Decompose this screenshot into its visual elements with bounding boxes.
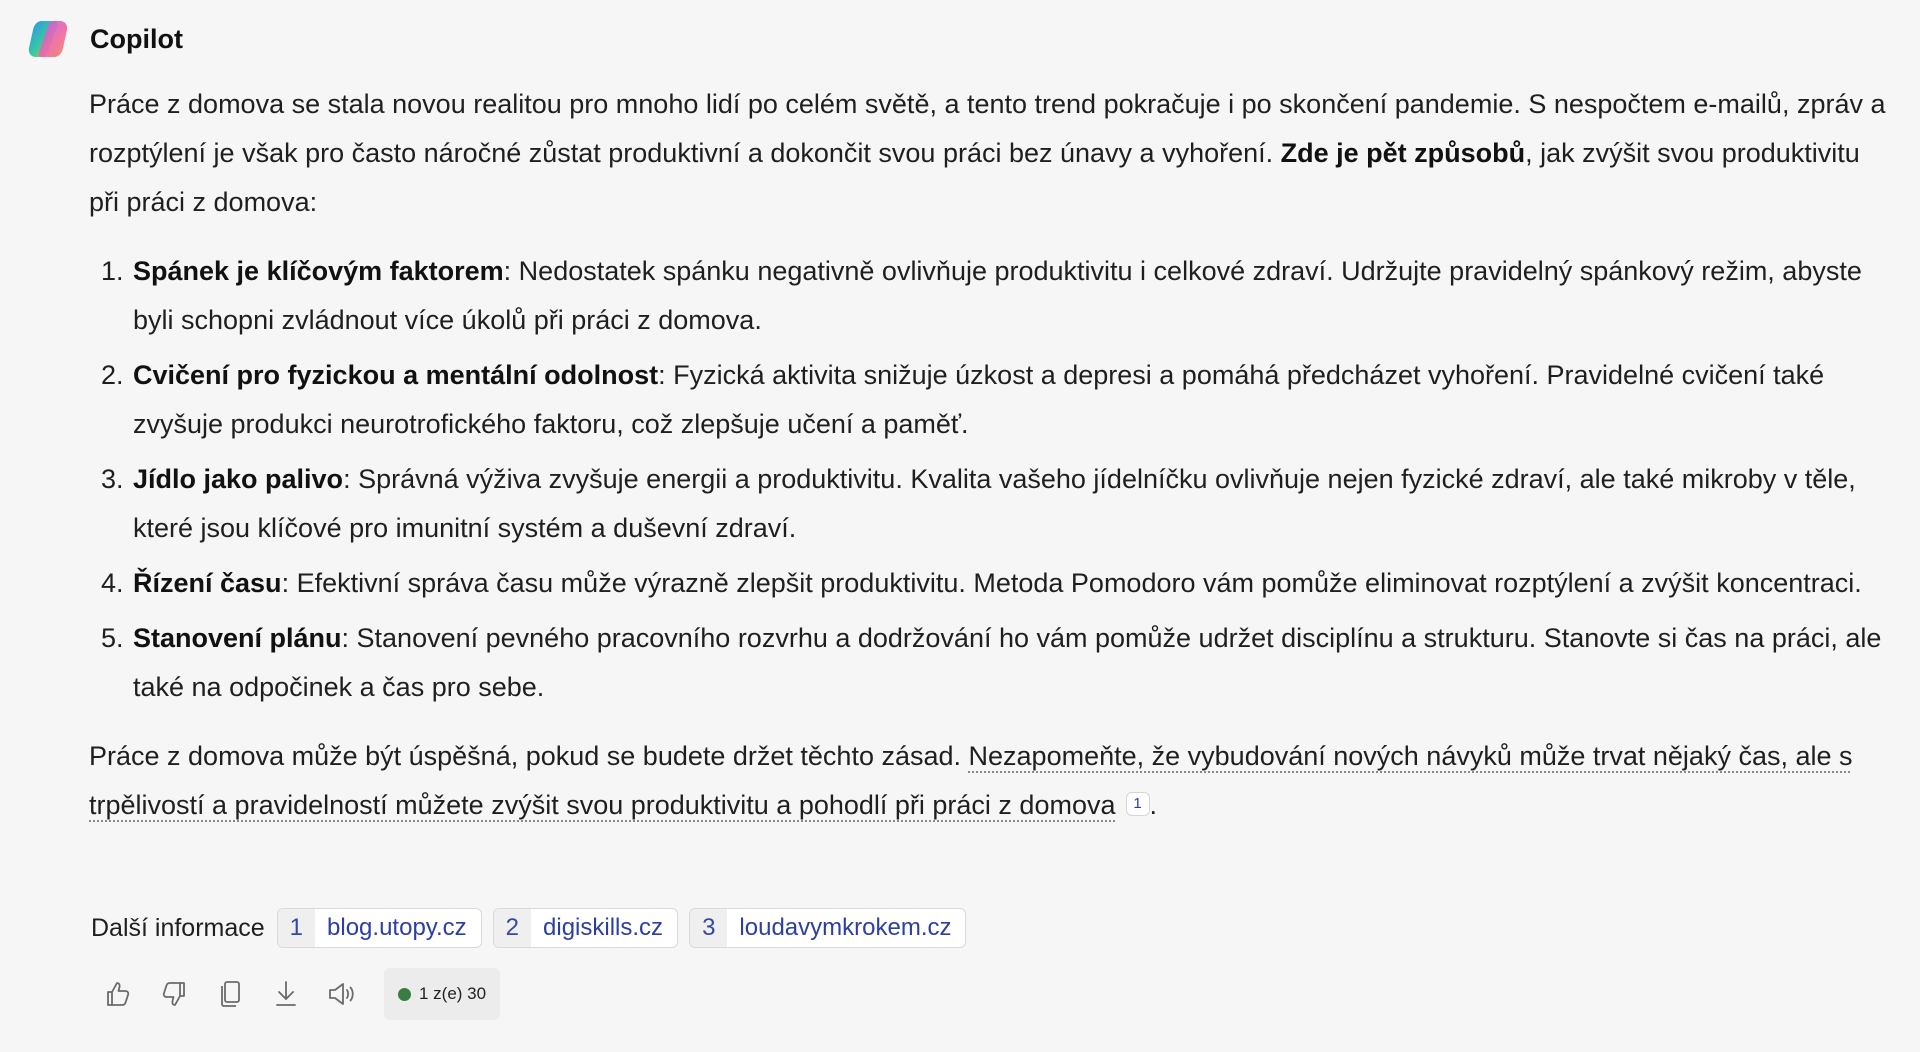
source-number: 1 bbox=[278, 909, 315, 947]
source-chip-2[interactable] bbox=[493, 908, 678, 948]
source-number: 3 bbox=[690, 909, 727, 947]
download-button[interactable] bbox=[266, 974, 306, 1014]
copilot-logo-icon bbox=[26, 18, 70, 60]
assistant-message bbox=[89, 80, 1889, 830]
intro-bold: Zde je pět způsobů bbox=[1280, 138, 1526, 168]
cited-text[interactable]: Nezapomeňte, že vybudování nových návyků může trvat nějaký čas, ale s trpělivostí a pravidelností můžete zvýšit svou produktivitu a pohodlí při práci z domova bbox=[89, 741, 1853, 820]
status-dot-icon bbox=[398, 988, 411, 1001]
download-icon bbox=[270, 978, 302, 1010]
like-button[interactable] bbox=[98, 974, 138, 1014]
source-chip-3[interactable] bbox=[689, 908, 966, 948]
list-item: 1. Spánek je klíčovým faktorem: Nedostatek spánku negativně ovlivňuje produktivitu i celkové zdraví. Udržujte pravidelný spánkový režim, abyste byli schopni zvládnout více úkolů při práci z domova. bbox=[131, 247, 1889, 345]
app-title: Copilot bbox=[90, 23, 183, 54]
list-item: 4. Řízení času: Efektivní správa času může výrazně zlepšit produktivitu. Metoda Pomodoro vám pomůže eliminovat rozptýlení a zvýšit koncentraci. bbox=[131, 559, 1889, 608]
header bbox=[26, 18, 183, 60]
source-link[interactable]: blog.utopy.cz bbox=[327, 914, 467, 941]
source-link[interactable]: loudavymkrokem.cz bbox=[739, 914, 952, 941]
source-chip-1[interactable] bbox=[277, 908, 482, 948]
intro-paragraph: Práce z domova se stala novou realitou pro mnoho lidí po celém světě, a tento trend pokračuje i po skončení pandemie. S nespočtem e-mailů, zpráv a rozptýlení je však pro často náročné zůstat produktivní a dokončit svou práci bez únavy a vyhoření. Zde je pět způsobů, jak zvýšit svou produktivitu při práci z domova: bbox=[89, 89, 1886, 217]
speaker-icon bbox=[326, 978, 358, 1010]
list-item: 5. Stanovení plánu: Stanovení pevného pracovního rozvrhu a dodržování ho vám pomůže udržet disciplínu a strukturu. Stanovte si čas na práci, ale také na odpočinek a čas pro sebe. bbox=[131, 614, 1889, 712]
citation-marker[interactable]: 1 bbox=[1126, 792, 1150, 816]
source-number: 2 bbox=[494, 909, 531, 947]
response-counter bbox=[384, 968, 500, 1020]
conclusion-paragraph: Práce z domova může být úspěšná, pokud se budete držet těchto zásad. Nezapomeňte, že vybudování nových návyků může trvat nějaký čas, ale s trpělivostí a pravidelností můžete zvýšit svou produktivitu a pohodlí při práci z domova 1 . bbox=[89, 741, 1853, 820]
message-actions bbox=[98, 968, 500, 1020]
source-link[interactable]: digiskills.cz bbox=[543, 914, 664, 941]
thumbs-down-icon bbox=[158, 978, 190, 1010]
tips-list bbox=[89, 247, 1889, 712]
sources-label: Další informace bbox=[91, 913, 265, 942]
read-aloud-button[interactable] bbox=[322, 974, 362, 1014]
sources-row bbox=[91, 907, 977, 949]
copy-button[interactable] bbox=[210, 974, 250, 1014]
copy-icon bbox=[214, 978, 246, 1010]
thumbs-up-icon bbox=[102, 978, 134, 1010]
dislike-button[interactable] bbox=[154, 974, 194, 1014]
list-item: 2. Cvičení pro fyzickou a mentální odolnost: Fyzická aktivita snižuje úzkost a depresi a pomáhá předcházet vyhoření. Pravidelné cvičení také zvyšuje produkci neurotrofického faktoru, což zlepšuje učení a paměť. bbox=[131, 351, 1889, 449]
list-item: 3. Jídlo jako palivo: Správná výživa zvyšuje energii a produktivitu. Kvalita vašeho jídelníčku ovlivňuje nejen fyzické zdraví, ale také mikroby v těle, které jsou klíčové pro imunitní systém a duševní zdraví. bbox=[131, 455, 1889, 553]
counter-text: 1 z(e) 30 bbox=[419, 984, 487, 1003]
